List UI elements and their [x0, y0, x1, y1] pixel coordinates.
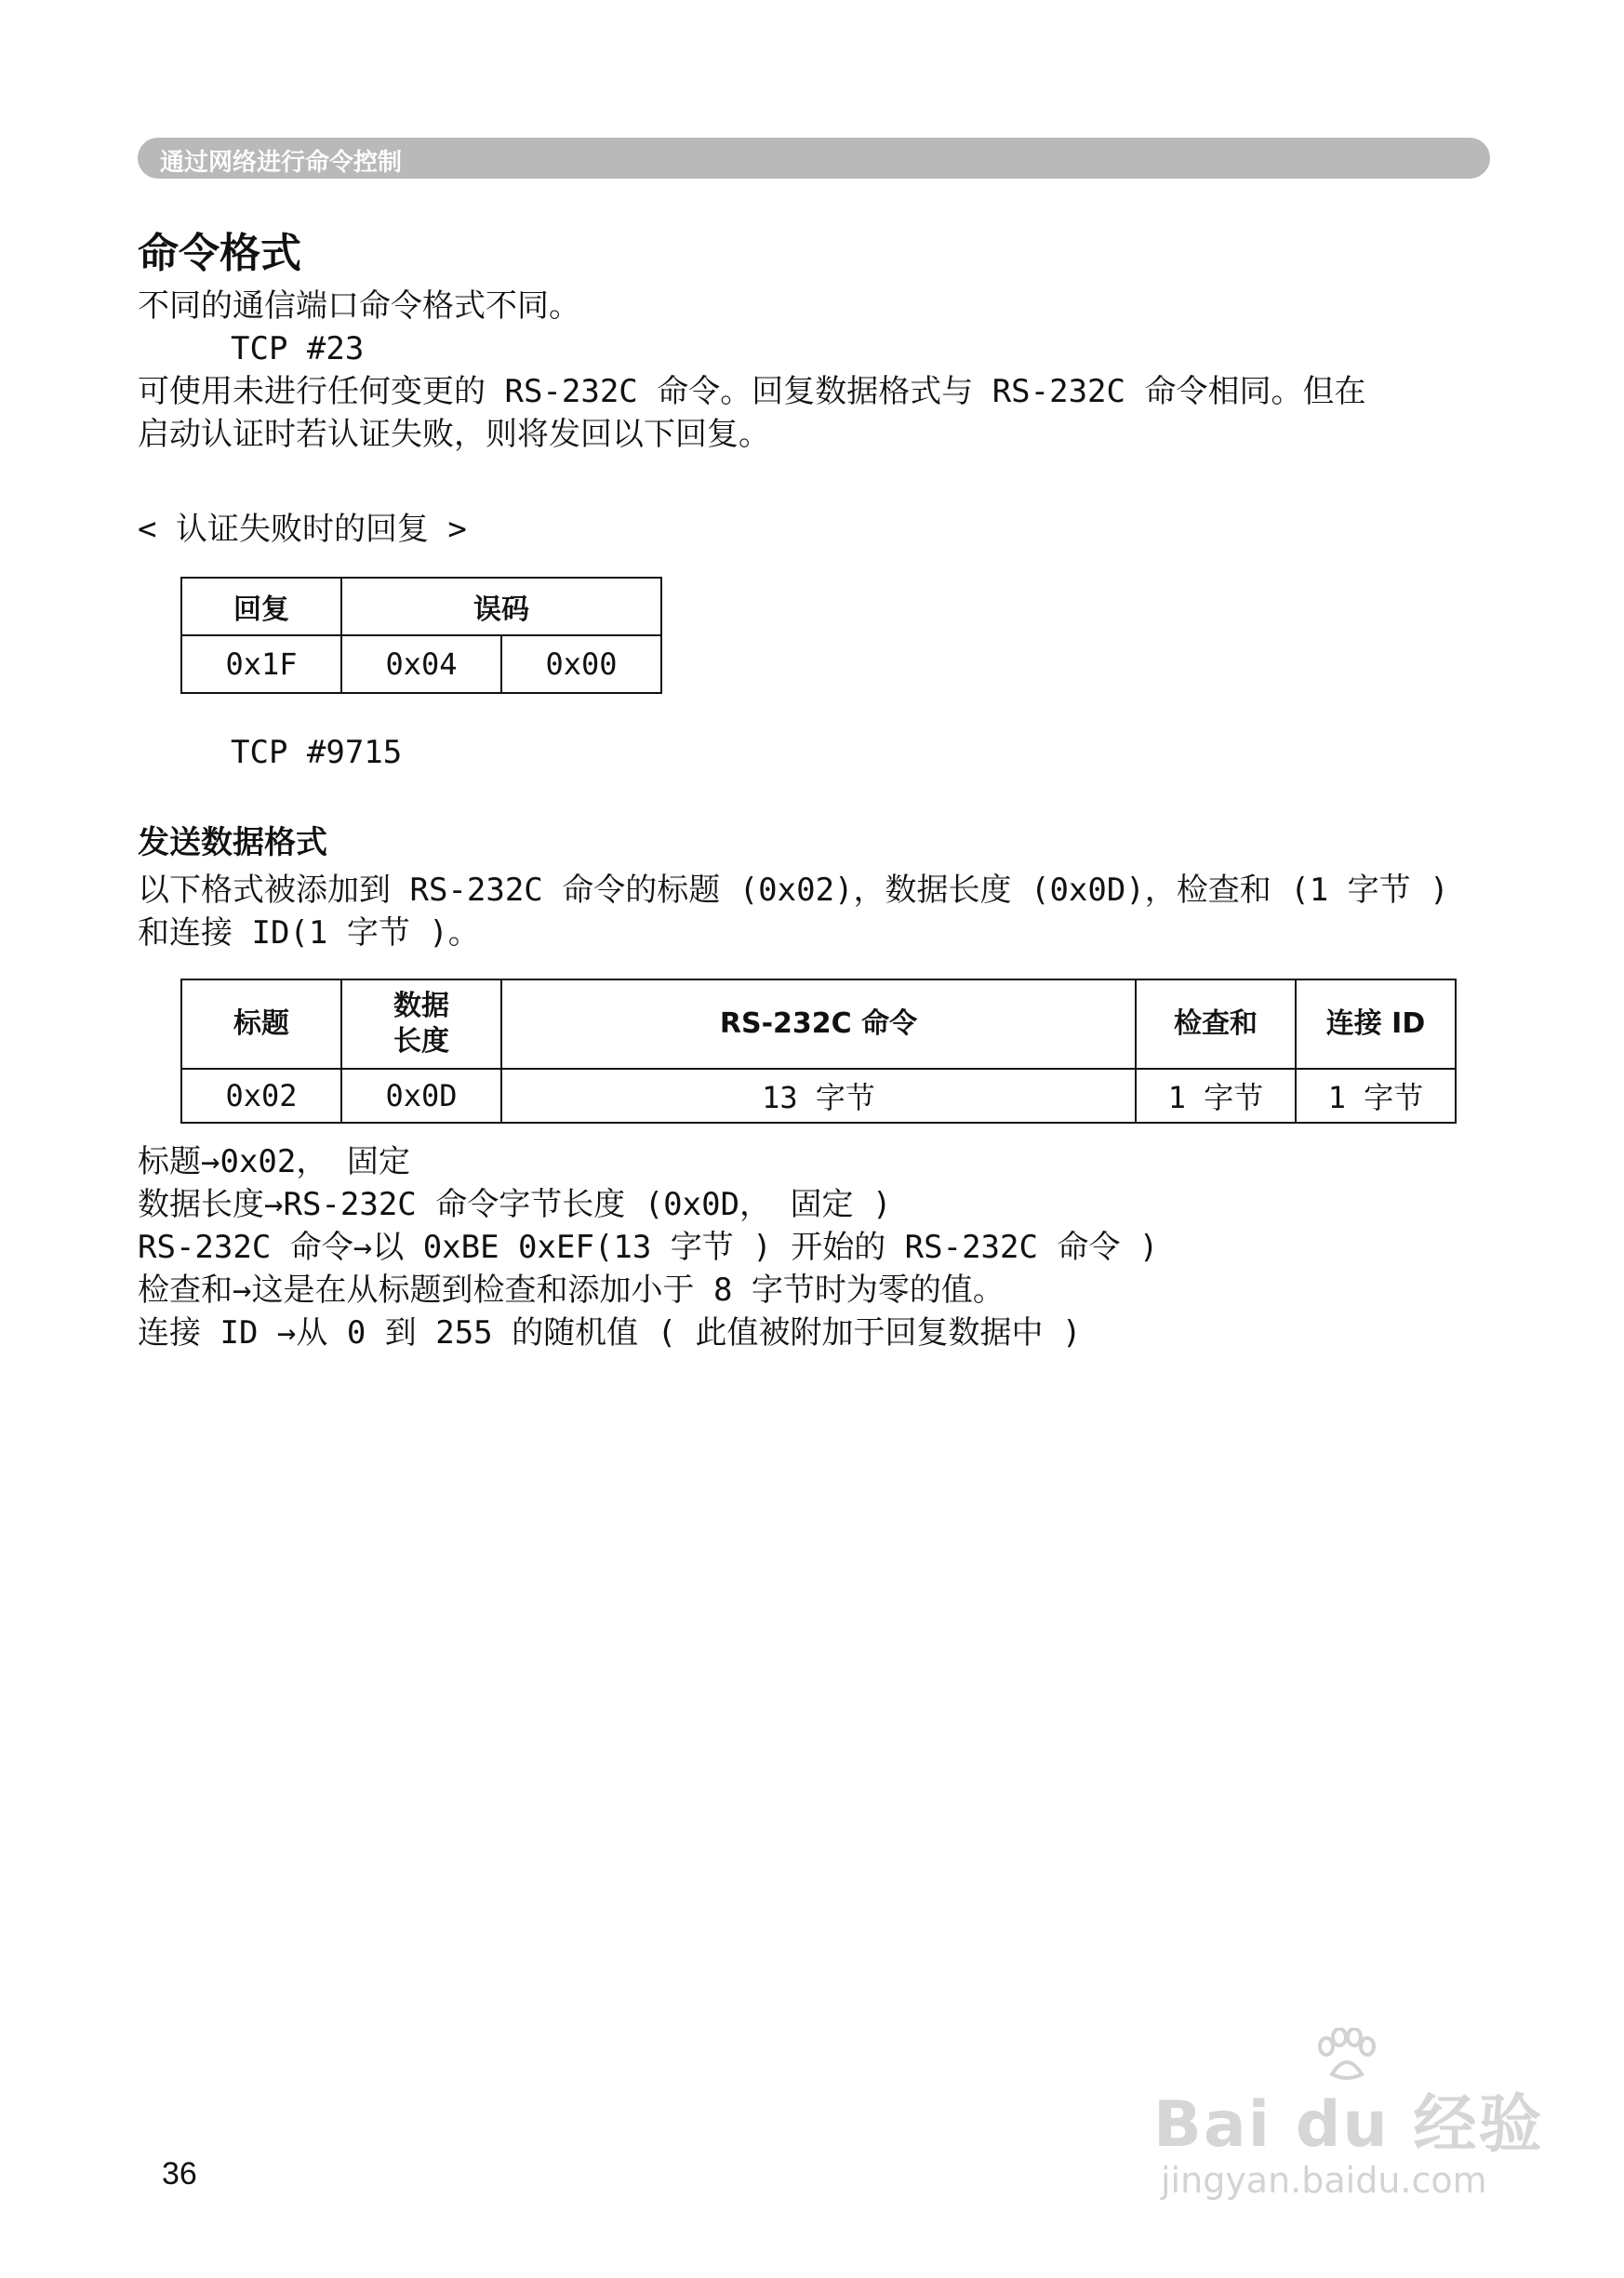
cell-header-value: 0x02 — [181, 1069, 341, 1123]
cell-reply: 0x1F — [181, 635, 341, 693]
table-header-row — [181, 979, 1456, 1069]
cell-error-2: 0x00 — [501, 635, 661, 693]
tcp9715-label: TCP #9715 — [231, 734, 403, 771]
send-format-table — [180, 979, 1457, 1124]
note-connection-id: 连接 ID →从 0 到 255 的随机值 ( 此值被附加于回复数据中 ) — [138, 1314, 1082, 1352]
page-number: 36 — [162, 2156, 197, 2191]
note-rs232c-command: RS-232C 命令→以 0xBE 0xEF(13 字节 ) 开始的 RS-232C 命令 ) — [138, 1229, 1159, 1266]
col-checksum: 检查和 — [1136, 979, 1296, 1069]
col-data-length — [341, 979, 501, 1069]
table-header-row — [181, 578, 661, 635]
fail-reply-table — [180, 577, 662, 694]
send-format-heading: 发送数据格式 — [138, 824, 327, 861]
col-header: 标题 — [181, 979, 341, 1069]
cell-data-length-value: 0x0D — [341, 1069, 501, 1123]
col-data-length-line2: 长度 — [393, 1025, 449, 1058]
section-header-bar — [138, 138, 1490, 179]
cell-checksum-value: 1 字节 — [1136, 1069, 1296, 1123]
col-data-length-line1: 数据 — [393, 990, 449, 1022]
intro-text: 不同的通信端口命令格式不同。 — [138, 287, 580, 325]
cell-error-1: 0x04 — [341, 635, 501, 693]
tcp23-desc-line2: 启动认证时若认证失败，则将发回以下回复。 — [138, 416, 770, 453]
table-row — [181, 1069, 1456, 1123]
table-row — [181, 635, 661, 693]
col-reply: 回复 — [181, 578, 341, 635]
col-rs232c-command: RS-232C 命令 — [501, 979, 1136, 1069]
col-connection-id: 连接 ID — [1296, 979, 1456, 1069]
watermark-url: jingyan.baidu.com — [1161, 2160, 1487, 2201]
note-checksum: 检查和→这是在从标题到检查和添加小于 8 字节时为零的值。 — [138, 1272, 1005, 1309]
cell-command-value: 13 字节 — [501, 1069, 1136, 1123]
tcp23-desc-line1: 可使用未进行任何变更的 RS-232C 命令。回复数据格式与 RS-232C 命令相同。但在 — [138, 373, 1366, 410]
note-header: 标题→0x02， 固定 — [138, 1143, 410, 1180]
fail-reply-caption: < 认证失败时的回复 > — [138, 511, 467, 548]
page-title: 命令格式 — [138, 230, 301, 277]
section-header-label: 通过网络进行命令控制 — [160, 149, 403, 177]
cell-connection-id-value: 1 字节 — [1296, 1069, 1456, 1123]
send-format-desc-line1: 以下格式被添加到 RS-232C 命令的标题 (0x02)，数据长度 (0x0D)，检查和 (1 字节 ) — [138, 872, 1449, 909]
tcp23-label: TCP #23 — [231, 330, 365, 367]
col-error-code: 误码 — [341, 578, 661, 635]
send-format-desc-line2: 和连接 ID(1 字节 )。 — [138, 914, 480, 952]
watermark-logo: Bai du 经验 — [1153, 2088, 1544, 2162]
note-data-length: 数据长度→RS-232C 命令字节长度 (0x0D， 固定 ) — [138, 1186, 892, 1223]
